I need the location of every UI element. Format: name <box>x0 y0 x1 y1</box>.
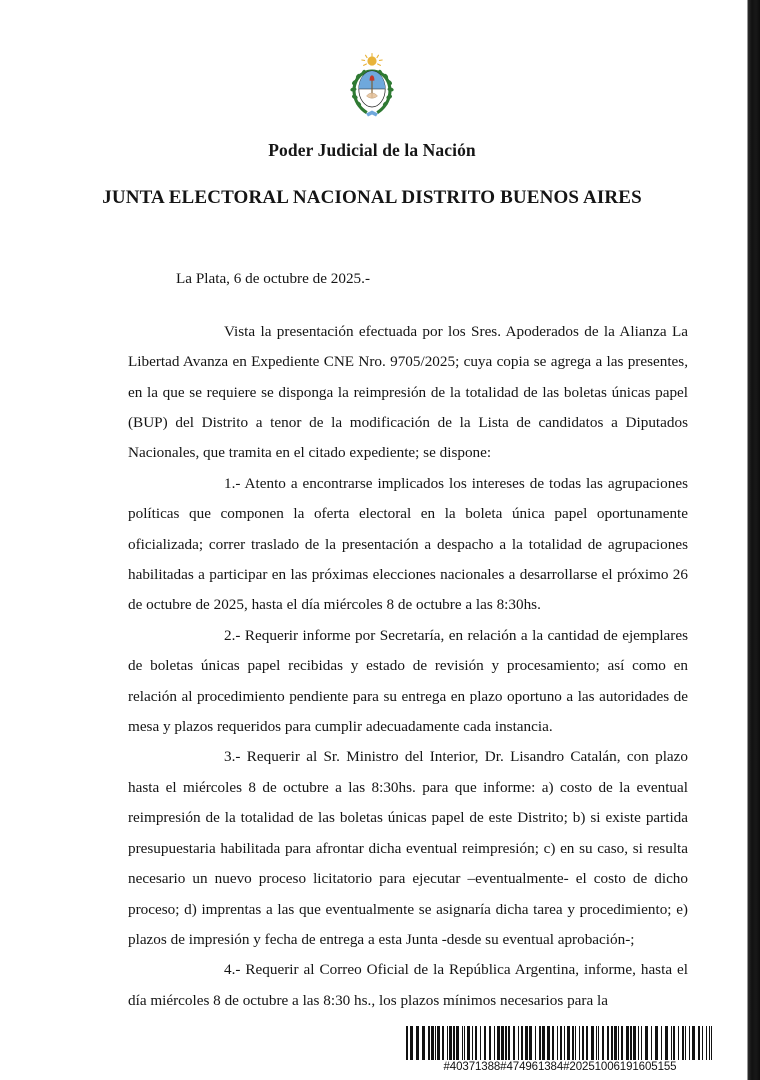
paragraph-vista: Vista la presentación efectuada por los Sres. Apoderados de la Alianza La Libertad Avanza en Expediente CNE Nro. 9705/2025; cuya copia se agrega a las presentes, en la que se requiere se disponga la reimpresión de la totalidad de las boletas únicas papel (BUP) del Distrito a tenor de la modificación de la Lista de candidatos a Diputados Nacionales, que tramita en el citado expediente; se dispone: <box>128 322 688 462</box>
argentine-coat-of-arms-icon <box>345 52 399 120</box>
paragraph-item-3: 3.- Requerir al Sr. Ministro del Interior, Dr. Lisandro Catalán, con plazo hasta el miércoles 8 de octubre a las 8:30hs. para que informe: a) costo de la eventual reimpresión de la totalidad de las boletas únicas papel de este Distrito; b) si existe partida presupuestaria habilitada para afrontar dicha eventual reimpresión; c) en su caso, si resulta necesario un nuevo proceso licitatorio para ejecutar –eventualmente- el costo de dicho proceso; d) imprentas a las que eventualmente se asignaría dicha tarea y procedimiento; e) plazos de impresión y fecha de entrega a esta Junta -desde su eventual aprobación-; <box>128 748 688 948</box>
paragraph-item-4: 4.- Requerir al Correo Oficial de la República Argentina, informe, hasta el día miércoles 8 de octubre a las 8:30 hs., los plazos mínimos necesarios para la <box>128 961 688 1009</box>
crest-container <box>0 52 744 120</box>
page-subtitle: JUNTA ELECTORAL NACIONAL DISTRITO BUENOS AIRES <box>102 187 642 208</box>
barcode-container <box>404 1026 716 1073</box>
document-header <box>0 140 744 210</box>
barcode-icon <box>404 1026 716 1060</box>
page-edge-shadow <box>744 0 760 1080</box>
paragraph-item-1: 1.- Atento a encontrarse implicados los intereses de todas las agrupaciones políticas que componen la oferta electoral en la boleta única papel oportunamente oficializada; correr traslado de la presentación a despacho a la totalidad de agrupaciones habilitadas a participar en las próximas elecciones nacionales a desarrollarse el próximo 26 de octubre de 2025, hasta el día miércoles 8 de octubre a las 8:30hs. <box>128 474 688 614</box>
barcode-value: #40371388#474961384#20251006191605155 <box>443 1061 677 1073</box>
paragraph-item-2: 2.- Requerir informe por Secretaría, en relación a la cantidad de ejemplares de boletas únicas papel recibidas y estado de revisión y procesamiento; así como en relación al procedimiento pendiente para su entrega en plazo oportuno a las autoridades de mesa y plazos requeridos para cumplir adecuadamente cada instancia. <box>128 626 688 736</box>
document-body <box>128 268 688 1016</box>
dateline: La Plata, 6 de octubre de 2025.- <box>176 270 370 287</box>
page-title: Poder Judicial de la Nación <box>268 140 476 160</box>
